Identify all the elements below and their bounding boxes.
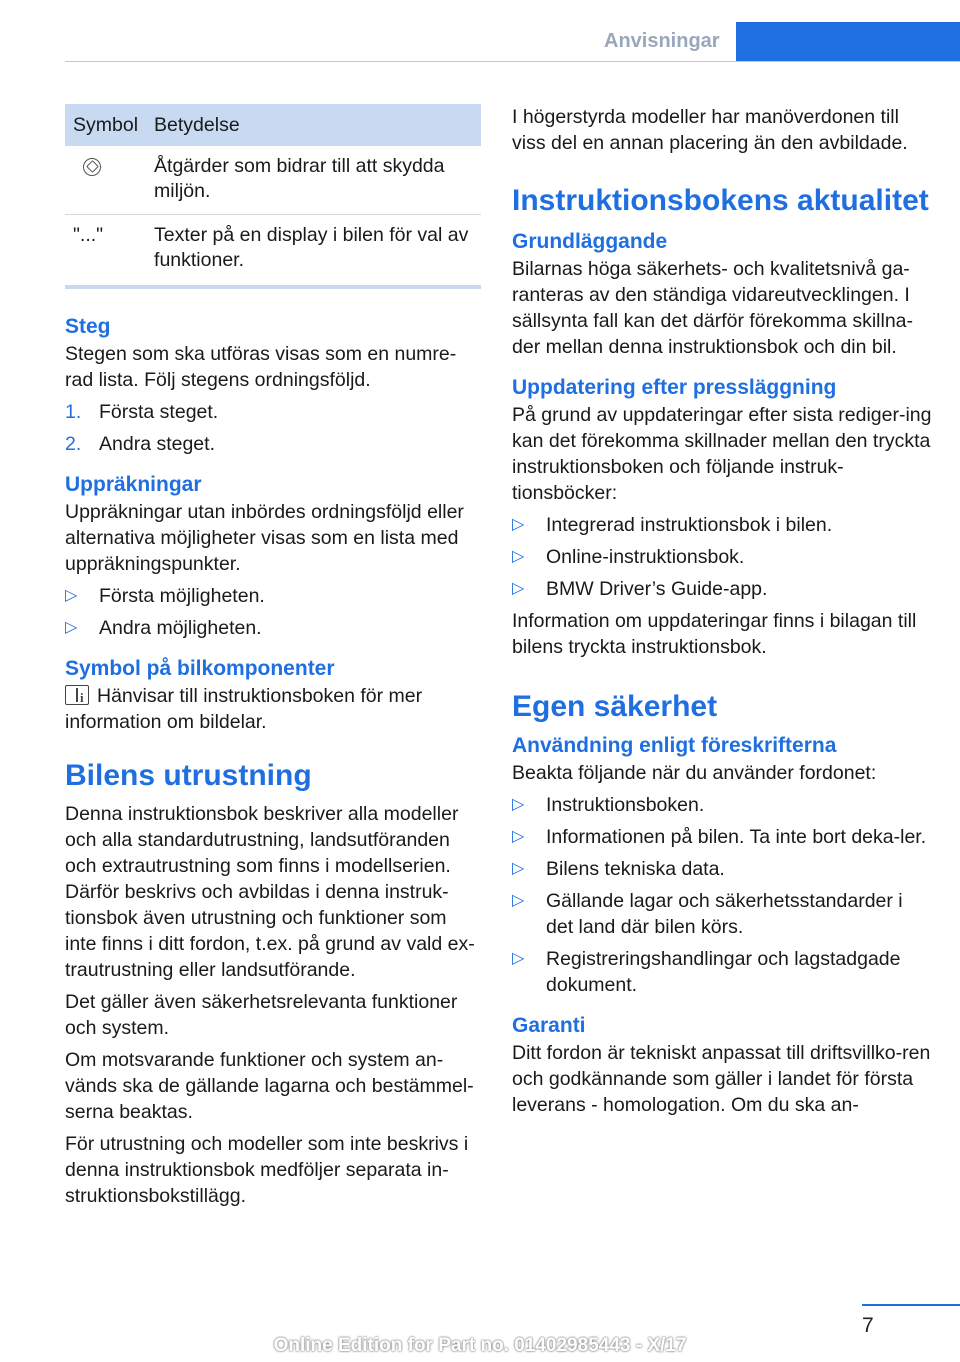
- table-row: [65, 146, 481, 215]
- garanti-text: Ditt fordon är tekniskt anpassat till driftsvillko-ren och godkännande som gäller i landet för första leverans - homologation. Om du ska an-: [512, 1042, 931, 1116]
- header-bar: [736, 22, 960, 62]
- table-cell-symbol: "...": [65, 215, 146, 288]
- book-info-icon: [65, 685, 89, 705]
- grund-text: Bilarnas höga säkerhets- och kvalitetsnivå ga-ranteras av den ständiga vidareutvecklingen. I sällsynta fall kan det därför förekomma skillna-der mellan denna instruktionsbok och din bil.: [512, 258, 913, 358]
- table-cell-meaning: Åtgärder som bidrar till att skydda miljön.: [146, 146, 481, 215]
- uppd-text: På grund av uppdateringar efter sista rediger-ing kan det förekomma skillnader mellan den tryckta instruktionsboken och följande instruk-tionsböcker:: [512, 404, 932, 504]
- bilens-p4: För utrustning och modeller som inte beskrivs i denna instruktionsbok medföljer separata in-struktionsbokstillägg.: [65, 1133, 469, 1207]
- triangle-bullet-icon: ▷: [512, 548, 525, 565]
- heading-aktualitet: Instruktionsbokens aktualitet: [512, 184, 929, 217]
- list-item: 2. Andra steget.: [65, 433, 215, 455]
- header-rule: [65, 61, 960, 62]
- options-list: [65, 583, 481, 641]
- anv-list: [512, 792, 932, 998]
- table-header-meaning: Betydelse: [146, 104, 481, 146]
- left-column: [65, 104, 481, 1215]
- upprakningar-text: Uppräkningar utan inbördes ordningsföljd eller alternativa möjligheter visas som en lista med uppräkningspunkter.: [65, 501, 464, 575]
- footer-rule: [862, 1304, 960, 1306]
- anv-text: Beakta följande när du använder fordonet:: [512, 762, 877, 784]
- list-item: ▷ BMW Driver’s Guide-app.: [512, 578, 768, 600]
- list-item: ▷ Gällande lagar och säkerhetsstandarder i det land där bilen körs.: [512, 890, 903, 938]
- table-row: [65, 215, 481, 288]
- bilens-p3: Om motsvarande funktioner och system an-vänds ska de gällande lagarna och bestämmel-serna beaktas.: [65, 1049, 474, 1123]
- heading-uppdatering: Uppdatering efter pressläggning: [512, 376, 837, 399]
- triangle-bullet-icon: ▷: [512, 828, 525, 845]
- list-item: ▷ Instruktionsboken.: [512, 794, 705, 816]
- right-column: [512, 104, 932, 1124]
- heading-bilens-utrustning: Bilens utrustning: [65, 759, 312, 792]
- bilens-p1: Denna instruktionsbok beskriver alla modeller och alla standardutrustning, landsutföranden och extrautrustning som finns i modellserien. Därför beskrivs och avbildas i denna instruk-tionsbok även utrustning och funktioner som inte finns i ditt fordon, t.ex. på grund av vald ex-trautrustning eller landsutförande.: [65, 803, 475, 981]
- right-intro: I högerstyrda modeller har manöverdonen till viss del en annan placering än den avbildade.: [512, 106, 908, 154]
- triangle-bullet-icon: ▷: [512, 860, 525, 877]
- recycle-icon: [83, 158, 101, 176]
- steg-text: Stegen som ska utföras visas som en numre-rad lista. Följ stegens ordningsföljd.: [65, 343, 457, 391]
- list-item: ▷ Första möjligheten.: [65, 585, 265, 607]
- table-cell-meaning: Texter på en display i bilen för val av funktioner.: [146, 215, 481, 288]
- list-item: ▷ Bilens tekniska data.: [512, 858, 725, 880]
- heading-upprakningar: Uppräkningar: [65, 473, 202, 496]
- header-title: Anvisningar: [604, 30, 720, 52]
- list-item: ▷ Informationen på bilen. Ta inte bort deka-ler.: [512, 826, 927, 848]
- uppd-list: [512, 512, 932, 602]
- heading-egen-sakerhet: Egen säkerhet: [512, 690, 718, 723]
- triangle-bullet-icon: ▷: [512, 950, 525, 967]
- triangle-bullet-icon: ▷: [65, 587, 78, 604]
- list-item: 1. Första steget.: [65, 401, 219, 423]
- symbol-table: [65, 104, 481, 289]
- footer-edition-text: Online Edition for Part no. 01402985443 - X/17: [273, 1335, 687, 1356]
- triangle-bullet-icon: ▷: [512, 796, 525, 813]
- symbol-bil-text: iHänvisar till instruktionsboken för mer information om bildelar.: [65, 683, 481, 735]
- list-item: ▷ Registreringshandlingar och lagstadgade dokument.: [512, 948, 901, 996]
- list-item: ▷ Andra möjligheten.: [65, 617, 262, 639]
- uppd-after: Information om uppdateringar finns i bilagan till bilens tryckta instruktionsbok.: [512, 610, 917, 658]
- triangle-bullet-icon: ▷: [65, 619, 78, 636]
- heading-symbol-bil: Symbol på bilkomponenter: [65, 657, 335, 680]
- page-number: 7: [862, 1314, 874, 1337]
- triangle-bullet-icon: ▷: [512, 580, 525, 597]
- heading-steg: Steg: [65, 315, 111, 338]
- table-header-symbol: Symbol: [65, 104, 146, 146]
- heading-grundlaggande: Grundläggande: [512, 230, 668, 253]
- list-item: ▷ Integrerad instruktionsbok i bilen.: [512, 514, 833, 536]
- steps-list: [65, 399, 481, 457]
- triangle-bullet-icon: ▷: [512, 892, 525, 909]
- heading-garanti: Garanti: [512, 1014, 586, 1037]
- triangle-bullet-icon: ▷: [512, 516, 525, 533]
- list-item: ▷ Online-instruktionsbok.: [512, 546, 745, 568]
- heading-anvandning: Användning enligt föreskrifterna: [512, 734, 837, 757]
- bilens-p2: Det gäller även säkerhetsrelevanta funktioner och system.: [65, 991, 458, 1039]
